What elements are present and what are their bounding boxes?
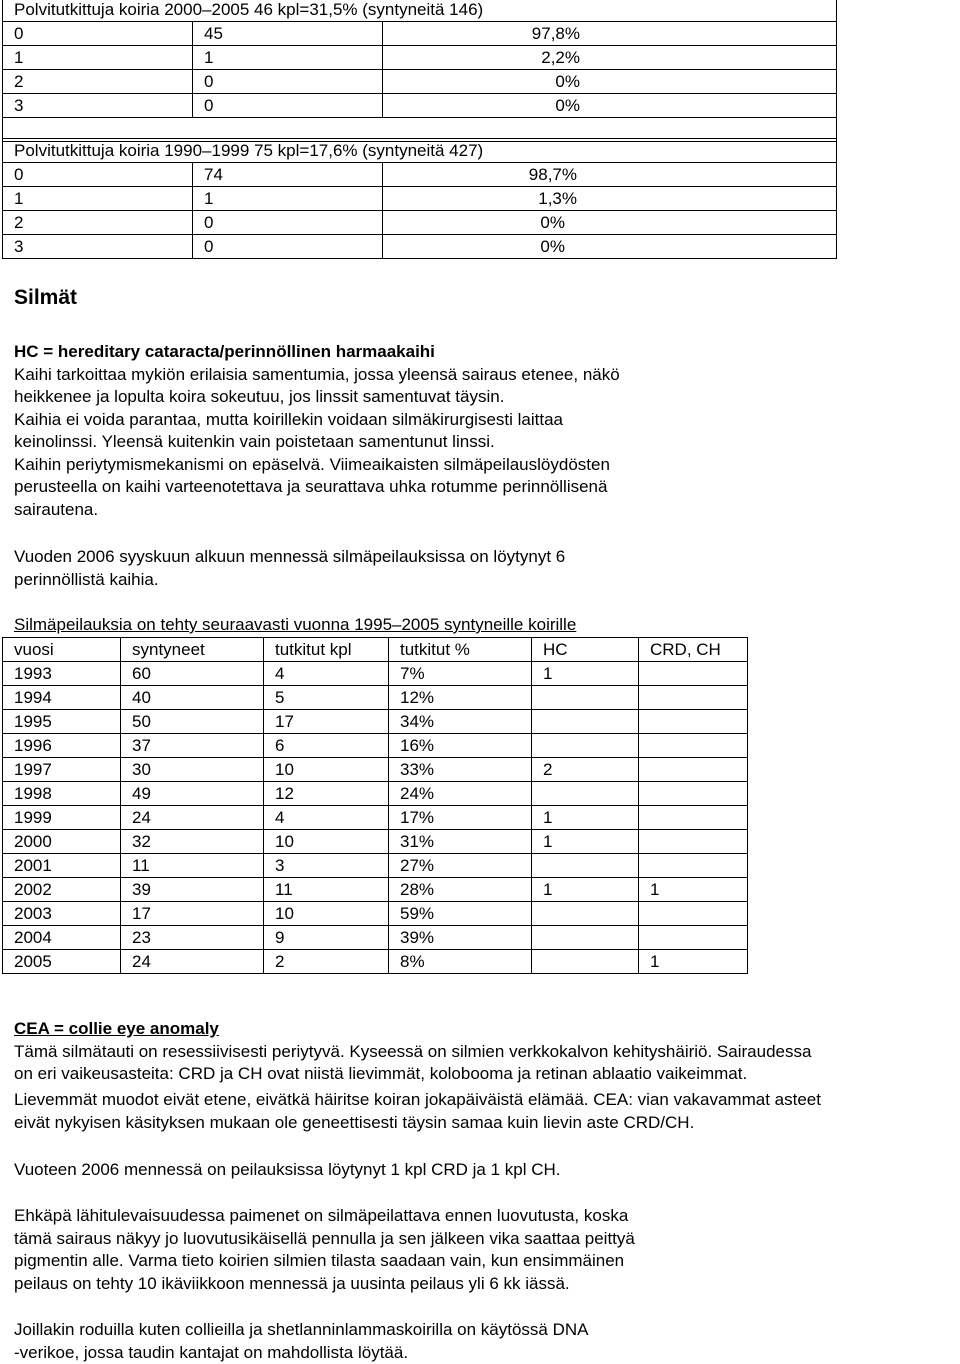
table-header: syntyneet	[121, 638, 264, 662]
cea-2006-line: Vuoteen 2006 mennessä on peilauksissa löytynyt 1 kpl CRD ja 1 kpl CH.	[14, 1160, 561, 1179]
table-row	[3, 854, 748, 878]
table-cell	[639, 734, 748, 758]
eye-table-caption	[14, 614, 576, 637]
knee-table-1990	[2, 138, 837, 259]
knee-2000-caption: Polvitutkittuja koiria 2000–2005 46 kpl=31,5% (syntyneitä 146)	[3, 0, 837, 22]
dna-note	[14, 1319, 589, 1364]
table-row	[3, 686, 748, 710]
table-cell	[532, 686, 639, 710]
table-cell: 1998	[3, 782, 121, 806]
table-cell: 24	[121, 806, 264, 830]
table-cell: 2	[3, 211, 193, 235]
table-cell: 0	[193, 94, 383, 118]
table-cell: 49	[121, 782, 264, 806]
hc-text-line: heikkenee ja lopulta koira sokeutuu, jos linssit samentuvat täysin.	[14, 387, 505, 406]
table-row	[3, 758, 748, 782]
table-cell: 1	[532, 806, 639, 830]
table-row	[3, 734, 748, 758]
table-cell: 2003	[3, 902, 121, 926]
table-cell: 17	[121, 902, 264, 926]
table-cell: 31%	[389, 830, 532, 854]
hc-section	[14, 341, 620, 521]
table-row	[3, 94, 837, 118]
table-cell: 16%	[389, 734, 532, 758]
cea-mild-line: eivät nykyisen käsityksen mukaan ole geneettisesti täysin samaa kuin lievin aste CRD/CH.	[14, 1112, 695, 1132]
table-cell	[639, 830, 748, 854]
table-cell: 98,7%	[383, 163, 837, 187]
table-cell: 1	[532, 878, 639, 902]
table-cell	[532, 782, 639, 806]
table-cell	[532, 734, 639, 758]
table-row	[3, 211, 837, 235]
table-row	[3, 806, 748, 830]
cea-section	[14, 1018, 811, 1086]
table-cell: 2,2%	[383, 46, 837, 70]
table-row	[3, 926, 748, 950]
table-cell: 2002	[3, 878, 121, 902]
table-cell: 1	[639, 950, 748, 974]
table-cell: 0	[193, 70, 383, 94]
table-cell: 2001	[3, 854, 121, 878]
section-heading-eyes: Silmät	[14, 286, 78, 309]
table-cell	[639, 710, 748, 734]
table-cell: 1	[193, 187, 383, 211]
cea-advice-line: pigmentin alle. Varma tieto koirien silmien tilasta saadaan vain, kun ensimmäinen	[14, 1251, 625, 1270]
table-cell: 17	[264, 710, 389, 734]
table-cell: 33%	[389, 758, 532, 782]
table-cell: 97,8%	[383, 22, 837, 46]
table-header: vuosi	[3, 638, 121, 662]
table-row	[3, 950, 748, 974]
table-cell: 0	[3, 22, 193, 46]
table-row	[3, 70, 837, 94]
table-header: HC	[532, 638, 639, 662]
cea-advice-line: Ehkäpä lähitulevaisuudessa paimenet on silmäpeilattava ennen luovutusta, koska	[14, 1206, 629, 1225]
table-cell: 27%	[389, 854, 532, 878]
table-cell: 1	[3, 46, 193, 70]
table-cell: 2004	[3, 926, 121, 950]
table-cell: 28%	[389, 878, 532, 902]
table-cell: 1999	[3, 806, 121, 830]
table-cell: 30	[121, 758, 264, 782]
knee-table-2000	[2, 0, 837, 142]
table-cell: 1994	[3, 686, 121, 710]
table-cell: 10	[264, 902, 389, 926]
hc-text-line: Kaihia ei voida parantaa, mutta koirillekin voidaan silmäkirurgisesti laittaa	[14, 409, 563, 429]
table-cell: 0%	[383, 70, 837, 94]
table-cell: 37	[121, 734, 264, 758]
hc-title: HC = hereditary cataracta/perinnöllinen harmaakaihi	[14, 342, 435, 361]
eye-table-body	[3, 662, 748, 974]
table-cell: 74	[193, 163, 383, 187]
table-cell: 4	[264, 806, 389, 830]
table-cell: 1	[3, 187, 193, 211]
table-cell: 24	[121, 950, 264, 974]
table-cell: 12%	[389, 686, 532, 710]
hc-2006-line: Vuoden 2006 syyskuun alkuun mennessä silmäpeilauksissa on löytynyt 6	[14, 547, 566, 566]
table-cell: 40	[121, 686, 264, 710]
eye-table-caption-text: Silmäpeilauksia on tehty seuraavasti vuonna 1995–2005 syntyneille koirille	[14, 615, 577, 634]
table-cell	[639, 854, 748, 878]
table-row	[3, 22, 837, 46]
table-cell: 60	[121, 662, 264, 686]
table-row	[3, 782, 748, 806]
table-cell: 11	[121, 854, 264, 878]
table-cell: 39%	[389, 926, 532, 950]
table-row	[3, 878, 748, 902]
table-cell: 6	[264, 734, 389, 758]
cea-text-line: on eri vaikeusasteita: CRD ja CH ovat niistä lievimmät, kolobooma ja retinan ablaatio vaikeimmat.	[14, 1064, 748, 1083]
table-cell: 34%	[389, 710, 532, 734]
table-cell: 0%	[383, 211, 837, 235]
table-cell	[639, 926, 748, 950]
table-cell: 2	[3, 70, 193, 94]
table-cell: 0	[193, 211, 383, 235]
table-cell: 2000	[3, 830, 121, 854]
table-cell: 59%	[389, 902, 532, 926]
table-cell: 24%	[389, 782, 532, 806]
table-cell	[639, 806, 748, 830]
table-cell: 50	[121, 710, 264, 734]
cea-2006-note	[14, 1159, 561, 1182]
table-header: tutkitut kpl	[264, 638, 389, 662]
table-cell: 1997	[3, 758, 121, 782]
table-cell: 0	[193, 235, 383, 259]
cea-title: CEA = collie eye anomaly	[14, 1019, 219, 1038]
table-cell: 1	[639, 878, 748, 902]
table-cell: 3	[3, 235, 193, 259]
cea-mild-forms	[14, 1089, 821, 1134]
table-cell: 7%	[389, 662, 532, 686]
hc-text-line: sairautena.	[14, 499, 99, 519]
table-cell: 1,3%	[383, 187, 837, 211]
table-cell	[639, 758, 748, 782]
table-row	[3, 902, 748, 926]
table-cell	[532, 710, 639, 734]
dna-line: Joillakin roduilla kuten collieilla ja shetlanninlammaskoirilla on käytössä DNA	[14, 1320, 589, 1339]
table-cell: 32	[121, 830, 264, 854]
table-cell: 0%	[383, 235, 837, 259]
table-cell: 0%	[383, 94, 837, 118]
table-cell	[639, 782, 748, 806]
table-cell: 1993	[3, 662, 121, 686]
table-cell: 17%	[389, 806, 532, 830]
hc-2006-line: perinnöllistä kaihia.	[14, 569, 159, 589]
table-cell: 1996	[3, 734, 121, 758]
table-caption-row	[3, 139, 837, 163]
table-cell: 1995	[3, 710, 121, 734]
hc-text-line: Kaihin periytymismekanismi on epäselvä. Viimeaikaisten silmäpeilauslöydösten	[14, 454, 610, 474]
table-cell	[532, 926, 639, 950]
table-row	[3, 830, 748, 854]
table-row	[3, 710, 748, 734]
table-cell: 1	[532, 830, 639, 854]
table-cell: 2	[532, 758, 639, 782]
table-cell: 0	[3, 163, 193, 187]
table-cell: 3	[3, 94, 193, 118]
knee-1990-caption: Polvitutkittuja koiria 1990–1999 75 kpl=17,6% (syntyneitä 427)	[3, 139, 837, 163]
table-cell	[532, 950, 639, 974]
table-cell: 3	[264, 854, 389, 878]
table-header: CRD, CH	[639, 638, 748, 662]
table-caption-row	[3, 0, 837, 22]
table-cell: 23	[121, 926, 264, 950]
hc-text-line: keinolinssi. Yleensä kuitenkin vain poistetaan samentunut linssi.	[14, 432, 495, 451]
table-cell	[639, 902, 748, 926]
cea-text-line: Tämä silmätauti on resessiivisesti periytyvä. Kyseessä on silmien verkkokalvon kehityshäiriö. Sairaudessa	[14, 1041, 812, 1061]
table-cell	[639, 662, 748, 686]
table-cell: 11	[264, 878, 389, 902]
table-cell	[532, 854, 639, 878]
cea-mild-line: Lievemmät muodot eivät etene, eivätkä häiritse koiran jokapäiväistä elämää. CEA: vian vakavammat asteet	[14, 1090, 821, 1109]
table-cell: 5	[264, 686, 389, 710]
table-header-row	[3, 638, 748, 662]
table-row	[3, 187, 837, 211]
table-cell: 1	[193, 46, 383, 70]
eye-exam-table	[2, 637, 748, 974]
hc-text-line: Kaihi tarkoittaa mykiön erilaisia samentumia, jossa yleensä sairaus etenee, näkö	[14, 364, 620, 384]
hc-text-line: perusteella on kaihi varteenotettava ja seurattava uhka rotumme perinnöllisenä	[14, 477, 608, 496]
cea-advice	[14, 1205, 635, 1295]
table-cell: 39	[121, 878, 264, 902]
table-header: tutkitut %	[389, 638, 532, 662]
table-row	[3, 163, 837, 187]
table-cell: 12	[264, 782, 389, 806]
table-cell: 8%	[389, 950, 532, 974]
table-cell: 45	[193, 22, 383, 46]
dna-line: -verikoe, jossa taudin kantajat on mahdollista löytää.	[14, 1342, 409, 1362]
table-row	[3, 235, 837, 259]
table-cell	[639, 686, 748, 710]
table-cell: 2	[264, 950, 389, 974]
cea-advice-line: peilaus on tehty 10 ikäviikkoon mennessä ja uusinta peilaus yli 6 kk iässä.	[14, 1273, 570, 1293]
table-cell: 10	[264, 830, 389, 854]
table-cell: 9	[264, 926, 389, 950]
cea-advice-line: tämä sairaus näkyy jo luovutusikäisellä pennulla ja sen jälkeen vika saattaa peittyä	[14, 1228, 635, 1248]
table-cell	[532, 902, 639, 926]
table-row	[3, 662, 748, 686]
table-cell: 2005	[3, 950, 121, 974]
table-row	[3, 46, 837, 70]
table-cell: 1	[532, 662, 639, 686]
table-cell: 10	[264, 758, 389, 782]
table-cell: 4	[264, 662, 389, 686]
hc-2006-note	[14, 546, 565, 591]
